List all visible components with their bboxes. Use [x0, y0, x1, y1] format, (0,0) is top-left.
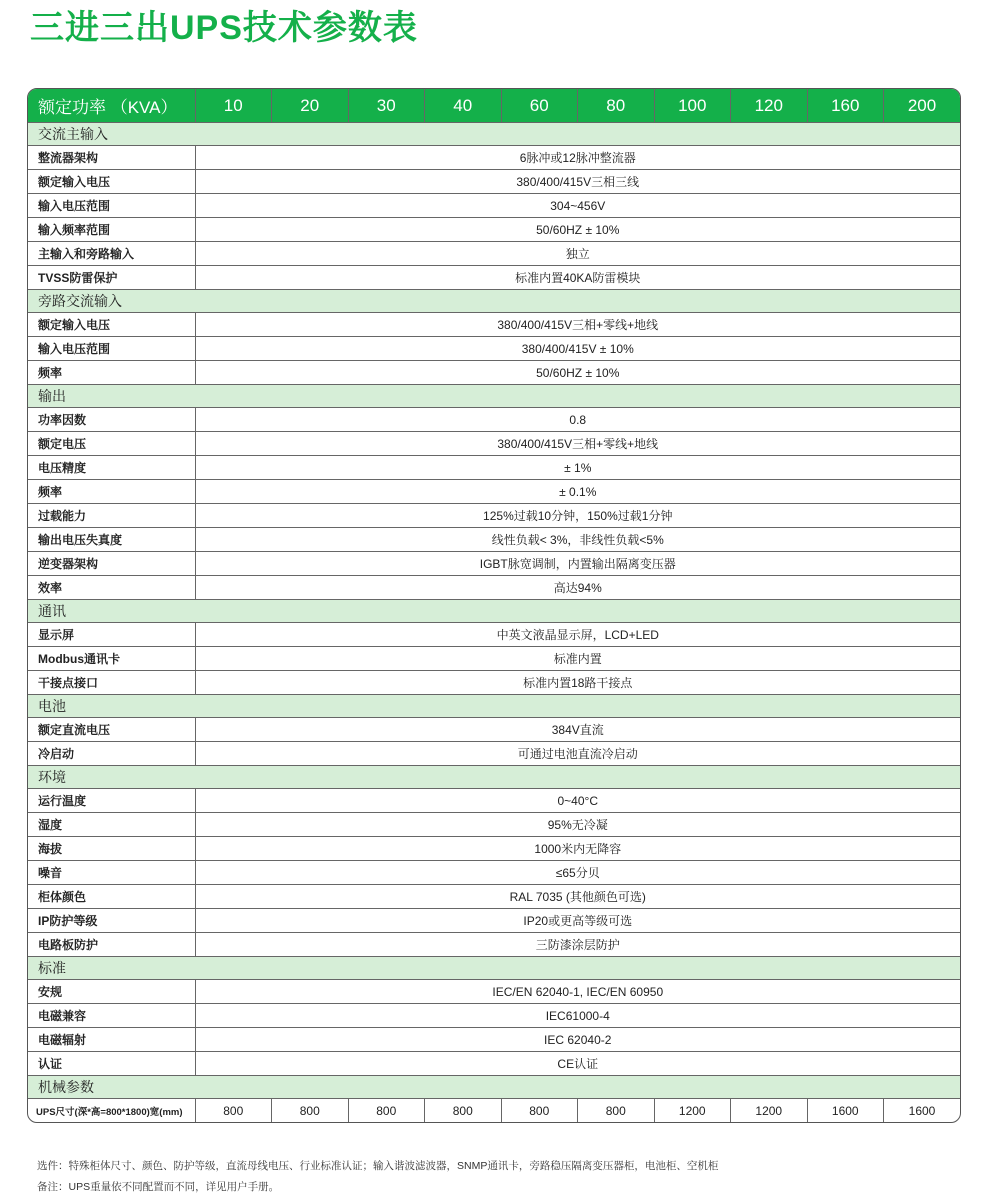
section-title: 电池 [28, 695, 960, 718]
table-row [28, 194, 960, 218]
row-value: 标准内置40KA防雷模块 [195, 266, 960, 290]
row-label: 冷启动 [28, 742, 195, 766]
row-value: ± 1% [195, 456, 960, 480]
model-header-7: 120 [731, 89, 808, 123]
notes [37, 1156, 718, 1198]
table-row [28, 1004, 960, 1028]
row-value: IEC 62040-2 [195, 1028, 960, 1052]
row-label: TVSS防雷保护 [28, 266, 195, 290]
row-value: 0.8 [195, 408, 960, 432]
row-value: 50/60HZ ± 10% [195, 361, 960, 385]
row-label: 逆变器架构 [28, 552, 195, 576]
model-header-9: 200 [884, 89, 961, 123]
section-row [28, 957, 960, 980]
table-row [28, 742, 960, 766]
row-label: 认证 [28, 1052, 195, 1076]
table-row [28, 528, 960, 552]
dimension-value: 800 [272, 1099, 349, 1123]
row-value: 6脉冲或12脉冲整流器 [195, 146, 960, 170]
model-header-8: 160 [807, 89, 884, 123]
row-label: 输入频率范围 [28, 218, 195, 242]
note-remark: 备注：UPS重量依不同配置而不同，详见用户手册。 [37, 1181, 280, 1193]
row-label: 干接点接口 [28, 671, 195, 695]
table-row [28, 861, 960, 885]
row-value: 380/400/415V ± 10% [195, 337, 960, 361]
table-row [28, 837, 960, 861]
header-row [28, 89, 960, 123]
row-value: 380/400/415V三相+零线+地线 [195, 432, 960, 456]
dimension-value: 800 [501, 1099, 578, 1123]
row-label: 额定电压 [28, 432, 195, 456]
row-value: IEC/EN 62040-1, IEC/EN 60950 [195, 980, 960, 1004]
dimension-value: 1200 [654, 1099, 731, 1123]
row-label: 电压精度 [28, 456, 195, 480]
section-title: 交流主输入 [28, 123, 960, 146]
row-label: 运行温度 [28, 789, 195, 813]
row-label: 过载能力 [28, 504, 195, 528]
dimension-value: 1200 [731, 1099, 808, 1123]
row-value: 380/400/415V三相三线 [195, 170, 960, 194]
section-title: 通讯 [28, 600, 960, 623]
row-label: 频率 [28, 361, 195, 385]
table-row [28, 504, 960, 528]
model-header-3: 40 [425, 89, 502, 123]
table-row [28, 623, 960, 647]
dimension-value: 800 [578, 1099, 655, 1123]
table-row [28, 456, 960, 480]
table-row [28, 1052, 960, 1076]
row-value: 三防漆涂层防护 [195, 933, 960, 957]
row-label: 电磁辐射 [28, 1028, 195, 1052]
row-value: CE认证 [195, 1052, 960, 1076]
row-label: 额定输入电压 [28, 313, 195, 337]
model-header-5: 80 [578, 89, 655, 123]
table-row [28, 1028, 960, 1052]
table-row [28, 337, 960, 361]
table-row [28, 813, 960, 837]
table-row [28, 218, 960, 242]
row-value: 高达94% [195, 576, 960, 600]
model-header-1: 20 [272, 89, 349, 123]
row-label: 安规 [28, 980, 195, 1004]
row-label: Modbus通讯卡 [28, 647, 195, 671]
spec-table [28, 89, 960, 1122]
row-value: 标准内置18路干接点 [195, 671, 960, 695]
table-row [28, 313, 960, 337]
table-row [28, 980, 960, 1004]
row-label: 输入电压范围 [28, 337, 195, 361]
model-header-6: 100 [654, 89, 731, 123]
dimensions-row [28, 1099, 960, 1123]
row-value: 标准内置 [195, 647, 960, 671]
row-label: 湿度 [28, 813, 195, 837]
section-title: 标准 [28, 957, 960, 980]
table-row [28, 671, 960, 695]
rated-power-header: 额定功率 （KVA） [28, 89, 195, 123]
table-row [28, 266, 960, 290]
row-label: 额定输入电压 [28, 170, 195, 194]
table-row [28, 552, 960, 576]
row-label: 效率 [28, 576, 195, 600]
row-value: 384V直流 [195, 718, 960, 742]
row-value: 中英文液晶显示屏，LCD+LED [195, 623, 960, 647]
dimension-value: 800 [348, 1099, 425, 1123]
row-value: ± 0.1% [195, 480, 960, 504]
row-label: 功率因数 [28, 408, 195, 432]
table-row [28, 789, 960, 813]
table-row [28, 408, 960, 432]
section-row [28, 385, 960, 408]
row-label: 电磁兼容 [28, 1004, 195, 1028]
section-title: 输出 [28, 385, 960, 408]
section-row [28, 766, 960, 789]
table-row [28, 170, 960, 194]
table-row [28, 432, 960, 456]
row-value: RAL 7035 (其他颜色可选) [195, 885, 960, 909]
table-row [28, 909, 960, 933]
row-label: 显示屏 [28, 623, 195, 647]
row-label: 整流器架构 [28, 146, 195, 170]
section-row [28, 600, 960, 623]
dimension-value: 1600 [807, 1099, 884, 1123]
row-value: 可通过电池直流冷启动 [195, 742, 960, 766]
row-value: 线性负载< 3%，非线性负载<5% [195, 528, 960, 552]
row-value: 50/60HZ ± 10% [195, 218, 960, 242]
row-label: 频率 [28, 480, 195, 504]
row-value: 304~456V [195, 194, 960, 218]
note-options: 选件：特殊柜体尺寸、颜色、防护等级，直流母线电压、行业标准认证；输入谐波滤波器，SNMP通讯卡，旁路稳压隔离变压器柜，电池柜、空机柜 [37, 1160, 719, 1172]
dimension-value: 800 [425, 1099, 502, 1123]
table-row [28, 885, 960, 909]
dimension-value: 1600 [884, 1099, 961, 1123]
page-title: 三进三出UPS技术参数表 [30, 9, 418, 47]
row-label: 电路板防护 [28, 933, 195, 957]
spec-table-container [27, 88, 961, 1123]
row-label: 噪音 [28, 861, 195, 885]
row-value: 95%无冷凝 [195, 813, 960, 837]
row-value: 独立 [195, 242, 960, 266]
section-row [28, 695, 960, 718]
row-value: 125%过载10分钟，150%过载1分钟 [195, 504, 960, 528]
table-row [28, 718, 960, 742]
row-label: 海拔 [28, 837, 195, 861]
row-value: ≤65分贝 [195, 861, 960, 885]
row-label: 输出电压失真度 [28, 528, 195, 552]
table-row [28, 576, 960, 600]
section-title: 机械参数 [28, 1076, 960, 1099]
section-row [28, 123, 960, 146]
row-value: IEC61000-4 [195, 1004, 960, 1028]
row-value: IP20或更高等级可选 [195, 909, 960, 933]
table-row [28, 647, 960, 671]
row-label: IP防护等级 [28, 909, 195, 933]
dimensions-label: UPS尺寸(深*高=800*1800)宽(mm) [28, 1099, 195, 1123]
section-row [28, 290, 960, 313]
model-header-2: 30 [348, 89, 425, 123]
row-label: 输入电压范围 [28, 194, 195, 218]
row-value: 0~40°C [195, 789, 960, 813]
table-row [28, 480, 960, 504]
row-label: 额定直流电压 [28, 718, 195, 742]
model-header-4: 60 [501, 89, 578, 123]
spec-body [28, 123, 960, 1123]
section-title: 旁路交流输入 [28, 290, 960, 313]
table-row [28, 361, 960, 385]
row-value: IGBT脉宽调制，内置输出隔离变压器 [195, 552, 960, 576]
table-row [28, 146, 960, 170]
section-row [28, 1076, 960, 1099]
row-label: 柜体颜色 [28, 885, 195, 909]
dimension-value: 800 [195, 1099, 272, 1123]
row-label: 主输入和旁路输入 [28, 242, 195, 266]
row-value: 1000米内无降容 [195, 837, 960, 861]
section-title: 环境 [28, 766, 960, 789]
row-value: 380/400/415V三相+零线+地线 [195, 313, 960, 337]
table-row [28, 242, 960, 266]
model-header-0: 10 [195, 89, 272, 123]
table-row [28, 933, 960, 957]
